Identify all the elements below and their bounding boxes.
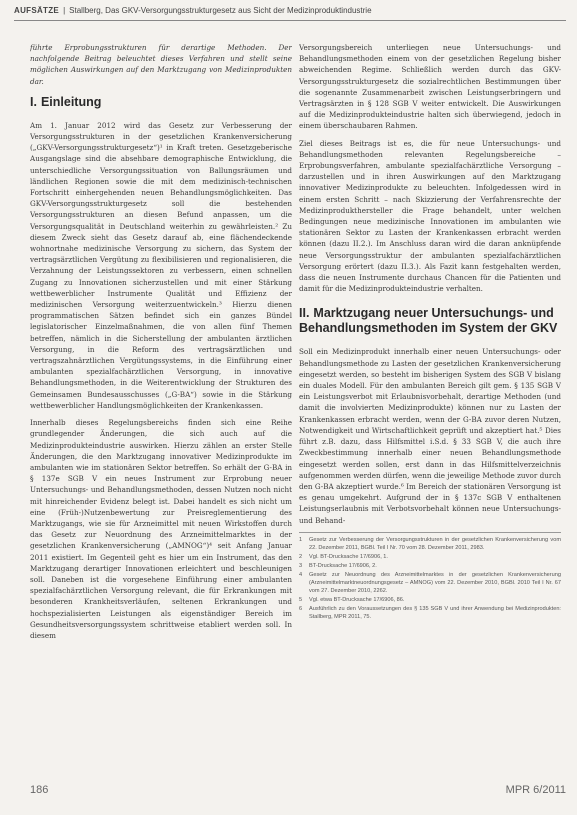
header-rule [14, 20, 566, 21]
footnote-text: BT-Drucksache 17/6906, 2. [309, 562, 377, 569]
paragraph: Innerhalb dieses Regelungsbereichs finden sich eine Reihe grundlegender Änderungen, die sich auch auf die Medizinprodukteindustrie auswirken. Hierzu zählen an erster Stelle Änderungen, die den Marktzugang innovativer Medizinprodukte im ambulanten wie im stationären Sektor betreffen. So erhält der G-BA in § 137e SGB V ein neues Instrument zur Erprobung neuer Untersuchungs- und Behandlungsmethoden, dessen Nutzen noch nicht mit hinreichender Evidenz belegt ist. Dabei handelt es sich nicht um eine (Früh-)Nutzenbewertung zur Preisreglementierung des Marktzugangs, wie sie für Arzneimittel mit neuen Wirkstoffen durch das Gesetz zur Neuordnung des Arzneimittelmarktes in der gesetzlichen Krankenversicherung („AMNOG“)⁴ seit Anfang Januar 2011 existiert. Im Gegenteil geht es hier um ein Instrument, das den Marktzugang derartiger Innovationen erleichtert und beschleunigen soll. Daneben ist die vorgesehene Einführung einer ambulanten spezialfachärztlichen Versorgung relevant, die für Erkrankungen mit besonderen Krankheitsverläufen, seltenen Erkrankungen und hochspezialisierten Leistungen als eigenständiger Bereich im Gesundheitsversorgungssystem schrittweise etabliert werden soll. In diesem [30, 418, 292, 640]
footnote [299, 571, 561, 595]
heading-number: II. [299, 306, 310, 321]
header-separator: | [63, 6, 66, 15]
left-column [30, 42, 292, 762]
footnote-text: Ausführlich zu den Voraussetzungen des § 135 SGB V und ihrer Anwendung bei Medizinprodukten: Stallberg, MPR 2011, 75. [309, 605, 561, 620]
footnote-number: 4 [299, 571, 303, 578]
page-footer [14, 784, 566, 800]
paragraph: Am 1. Januar 2012 wird das Gesetz zur Verbesserung der Versorgungsstrukturen in der gesetzlichen Krankenversicherung („GKV-Versorgungsstrukturgesetz“)¹ in Kraft treten. Gesetzgeberische Ausgangslage sind die absehbare demographische Entwicklung, die unterschiedliche Versorgungssituation von Ballungsräumen und ländlichen Regionen sowie die mit dem medizinisch-technischen Fortschritt einhergehenden neuen Behandlungsmöglichkeiten. Das GKV-Versorgungsstrukturgesetz soll die bestehenden Versorgungsstrukturen an diesen Befund anpassen, um die Versorgungsqualität in Deutschland weiterhin zu gewährleisten.² Zu diesem Zweck sieht das Gesetz darauf ab, eine flächendeckende wohnortnahe medizinische Versorgung zu sichern, das System der vertragsärztlichen Vergütung zu flexibilisieren und regionalisieren, die Verzahnung der Leistungssektoren zu verbessern, einen schnellen Zugang zu Innovationen sicherzustellen und mit einer Stärkung wettbewerblicher Instrumente Qualität und Effizienz der medizinischen Versorgung weiterzuentwickeln.³ Hierzu dienen programmatischen Sätzen befindet sich ein ganzes Bündel legislatorischer Einzelmaßnahmen, die von allen fünf Themen betreffen, nämlich in die Sicherstellung der ambulanten ärztlichen Versorgung, in die Reform des vertragsärztlichen und vertragszahnärztlichen Vergütungssystems, in die Einführung einer ambulanten spezialfachärztlichen Versorgung, in innovative Behandlungsmethoden, in die Weiterentwicklung der Strukturen des Gemeinsamen Bundesausschusses („G-BA“) sowie in die Stärkung wettbewerblicher Handlungsmöglichkeiten der Krankenkassen. [30, 120, 292, 410]
footnote [299, 536, 561, 552]
footnote-text: Vgl. etwa BT-Drucksache 17/6906, 86. [309, 596, 405, 603]
heading-number: I. [30, 94, 37, 109]
paragraph: Soll ein Medizinprodukt innerhalb einer neuen Untersuchungs- oder Behandlungsmethode zu Lasten der gesetzlichen Krankenversicherung eingesetzt werden, so besteht im bisherigen System des SGB V bislang ein duales Modell. Für den ambulanten Bereich gilt gem. § 135 SGB V ein Leistungsverbot mit Erlaubnisvorbehalt, derartige Methoden (und damit die involvierten Medizinprodukte) können nur zu Lasten der Krankenkassen erbracht werden, wenn der G-BA zuvor deren Nutzen, Notwendigkeit und Wirtschaftlichkeit geprüft und akzeptiert hat.⁵ Dies führt z.B. dazu, dass Hilfsmittel i.S.d. § 33 SGB V, die auch ihre Zweckbestimmung innerhalb einer neuen Behandlungsmethode eingesetzt werden sollen, erst dann in das Hilfsmittelverzeichnis aufgenommen werden dürfen, wenn die jeweilige Methode zuvor durch den G-BA akzeptiert wurde.⁶ Im Bereich der stationären Versorgung ist es genau umgekehrt. Aufgrund der in § 137c SGB V enthaltenen Leistungserlaubnis mit Verbotsvorbehalt können neue Untersuchungs- und Behand- [299, 347, 561, 525]
footnote [299, 553, 561, 561]
abstract-continuation: führte Erprobungsstrukturen für derartige Methoden. Der nachfolgende Beitrag beleuchtet dieses Verfahren und stellt seine möglichen Auswirkungen auf den Marktzugang von Medizinprodukten dar. [30, 43, 292, 86]
footnote [299, 562, 561, 570]
section-heading-marktzugang [299, 306, 561, 336]
footnote [299, 596, 561, 604]
page-number: 186 [30, 784, 49, 796]
right-column [299, 42, 561, 762]
section-label: AUFSÄTZE [14, 6, 60, 15]
running-header [14, 6, 566, 24]
footnotes [299, 532, 561, 621]
footnote-number: 2 [299, 553, 303, 560]
heading-text: Einleitung [40, 94, 102, 109]
footnote-text: Gesetz zur Neuordnung des Arzneimittelmarktes in der gesetzlichen Krankenversicherung (Arzneimittelmarktneuordnungsgesetz – AMNOG) vom 22. Dezember 2010, BGBl. 2010 Teil I Nr. 67 vom 27. Dezember 2010, 2262. [309, 571, 561, 594]
footnote-number: 3 [299, 562, 303, 569]
footnote-number: 6 [299, 605, 303, 612]
section-heading-einleitung [30, 95, 292, 110]
running-title: Stallberg, Das GKV-Versorgungsstrukturgesetz aus Sicht der Medizinproduktindustrie [69, 6, 372, 15]
footnote-number: 1 [299, 536, 303, 543]
footnote [299, 605, 561, 621]
paragraph: Ziel dieses Beitrags ist es, die für neue Untersuchungs- und Behandlungsmethoden relevanten Regelungsbereiche – Erprobungsverfahren, ambulante spezialfachärztliche Versorgung – darzustellen und in ihren Auswirkungen auf den Marktzugang innovativer Medizinprodukte zu beleuchten. Infolgedessen wird in einem ersten Schritt – nach Skizzierung der Verfahrensrechte der Medizinprodukthersteller die Frage behandelt, unter welchen Bedingungen neue medizinische Innovationen im ambulanten wie stationären Sektor zu Lasten der Krankenkassen erbracht werden können (dazu II.2.). Im Anschluss daran wird die daran anknüpfende neue Versorgungsstruktur der ambulanten spezialfachärztlichen Versorgung erörtert (dazu II.3.). Als Fazit kann festgehalten werden, dass die neuen Instrumente durchaus Chancen für die Patienten und damit für die Medizinprodukteindustrie verhalten. [299, 138, 561, 294]
footnote-number: 5 [299, 596, 303, 603]
journal-issue: MPR 6/2011 [505, 784, 566, 796]
footnote-text: Vgl. BT-Drucksache 17/6906, 1. [309, 553, 388, 560]
footnote-text: Gesetz zur Verbesserung der Versorgungsstrukturen in der gesetzlichen Krankenversicherung vom 22. Dezember 2011, BGBl. Teil I Nr. 70 vom 28. Dezember 2011, 2983. [309, 536, 561, 551]
heading-text: Marktzugang neuer Untersuchungs- und Behandlungsmethoden im System der GKV [299, 306, 558, 336]
paragraph: Versorgungsbereich unterliegen neue Untersuchungs- und Behandlungsmethoden einem von der gesetzlichen Regelung bisher abweichenden Regime. Schließlich werden durch das GKV-Versorgungsstrukturgesetz die sozialrechtlichen Bestimmungen über die sogenannte Zusammenarbeit zwischen Leistungserbringern und Vertragsärzten in § 128 SGB V weiter entwickelt. Die Auswirkungen auf die Medizinprodukteindustrie halten sich überwiegend, jedoch in einem überschaubaren Rahmen. [299, 43, 561, 131]
